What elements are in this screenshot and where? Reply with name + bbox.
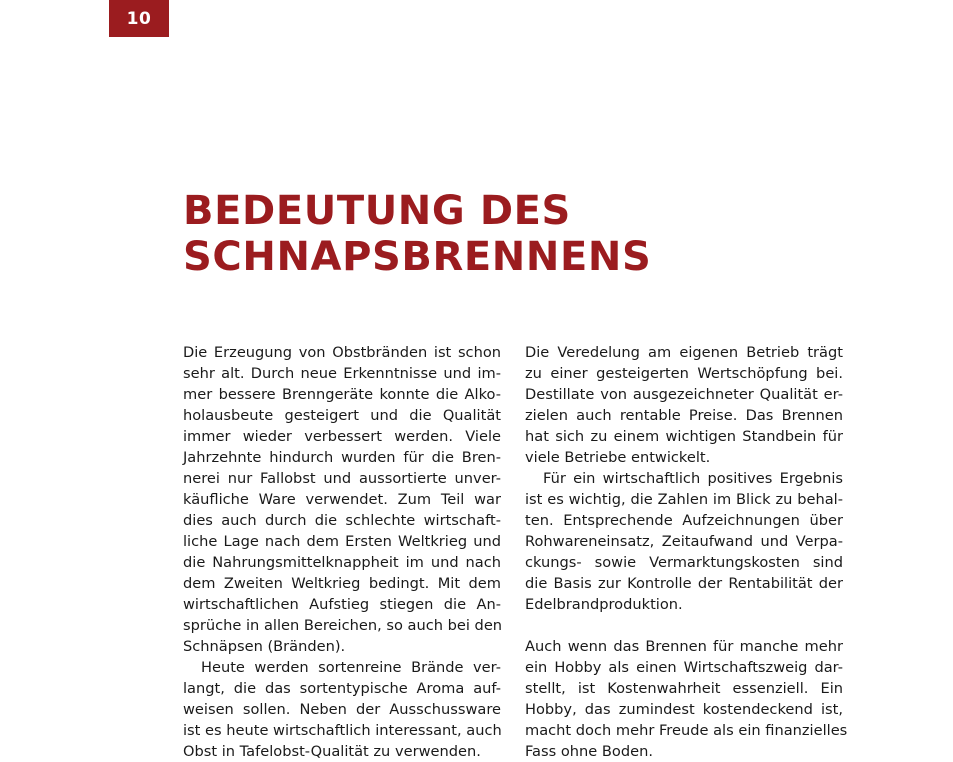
text-line: stellt, ist Kostenwahrheit essenziell. Ein xyxy=(525,680,843,697)
text-line: die Basis zur Kontrolle der Rentabilität der xyxy=(525,575,843,592)
text-line: Jahrzehnte hindurch wurden für die Bren- xyxy=(183,449,501,466)
text-line: Für ein wirtschaftlich positives Ergebnis xyxy=(543,470,843,487)
text-line: Schnäpsen (Bränden). xyxy=(183,638,346,655)
text-line: weisen sollen. Neben der Ausschussware xyxy=(183,701,501,718)
page-number-badge: 10 xyxy=(109,0,169,37)
text-line: ten. Entsprechende Aufzeichnungen über xyxy=(525,512,843,529)
text-line: käufliche Ware verwendet. Zum Teil war xyxy=(183,491,501,508)
text-line: holausbeute gesteigert und die Qualität xyxy=(183,407,501,424)
text-line: sprüche in allen Bereichen, so auch bei den xyxy=(183,617,503,634)
paragraph xyxy=(183,342,501,657)
text-line: Hobby, das zumindest kostendeckend ist, xyxy=(525,701,843,718)
paragraph-gap xyxy=(525,615,843,636)
text-column-left xyxy=(183,342,501,762)
text-line: Die Veredelung am eigenen Betrieb trägt xyxy=(525,344,843,361)
chapter-title xyxy=(183,188,883,280)
text-line: Edelbrandproduktion. xyxy=(525,596,683,613)
chapter-title-line: SCHNAPSBRENNENS xyxy=(183,234,652,280)
text-line: dies auch durch die schlechte wirtschaft- xyxy=(183,512,501,529)
text-line: ein Hobby als einen Wirtschaftszweig dar- xyxy=(525,659,843,676)
text-line: ist es wichtig, die Zahlen im Blick zu behal- xyxy=(525,491,843,508)
text-line: Auch wenn das Brennen für manche mehr xyxy=(525,638,843,655)
text-line: zu einer gesteigerten Wertschöpfung bei. xyxy=(525,365,843,382)
text-line: Fass ohne Boden. xyxy=(525,743,653,760)
text-column-right xyxy=(525,342,848,762)
text-line: macht doch mehr Freude als ein finanzielles xyxy=(525,722,848,739)
text-line: wirtschaftlichen Aufstieg stiegen die An- xyxy=(183,596,501,613)
text-line: Destillate von ausgezeichneter Qualität er- xyxy=(525,386,843,403)
paragraph xyxy=(525,468,843,615)
chapter-title-line: BEDEUTUNG DES xyxy=(183,188,571,234)
paragraph xyxy=(525,636,848,762)
text-line: Obst in Tafelobst-Qualität zu verwenden. xyxy=(183,743,481,760)
text-line: sehr alt. Durch neue Erkenntnisse und im- xyxy=(183,365,501,382)
text-line: langt, die das sortentypische Aroma auf- xyxy=(183,680,501,697)
text-line: viele Betriebe entwickelt. xyxy=(525,449,711,466)
text-line: hat sich zu einem wichtigen Standbein für xyxy=(525,428,843,445)
text-line: Heute werden sortenreine Brände ver- xyxy=(201,659,501,676)
paragraph xyxy=(183,657,501,762)
text-line: mer bessere Brenngeräte konnte die Alko- xyxy=(183,386,501,403)
text-line: die Nahrungsmittelknappheit im und nach xyxy=(183,554,501,571)
text-line: ckungs- sowie Vermarktungskosten sind xyxy=(525,554,843,571)
text-line: Rohwareneinsatz, Zeitaufwand und Verpa- xyxy=(525,533,843,550)
text-line: immer wieder verbessert werden. Viele xyxy=(183,428,501,445)
text-line: liche Lage nach dem Ersten Weltkrieg und xyxy=(183,533,501,550)
paragraph xyxy=(525,342,843,468)
text-line: Die Erzeugung von Obstbränden ist schon xyxy=(183,344,501,361)
text-line: zielen auch rentable Preise. Das Brennen xyxy=(525,407,843,424)
text-line: dem Zweiten Weltkrieg bedingt. Mit dem xyxy=(183,575,501,592)
text-line: ist es heute wirtschaftlich interessant, auch xyxy=(183,722,502,739)
text-line: nerei nur Fallobst und aussortierte unver- xyxy=(183,470,501,487)
